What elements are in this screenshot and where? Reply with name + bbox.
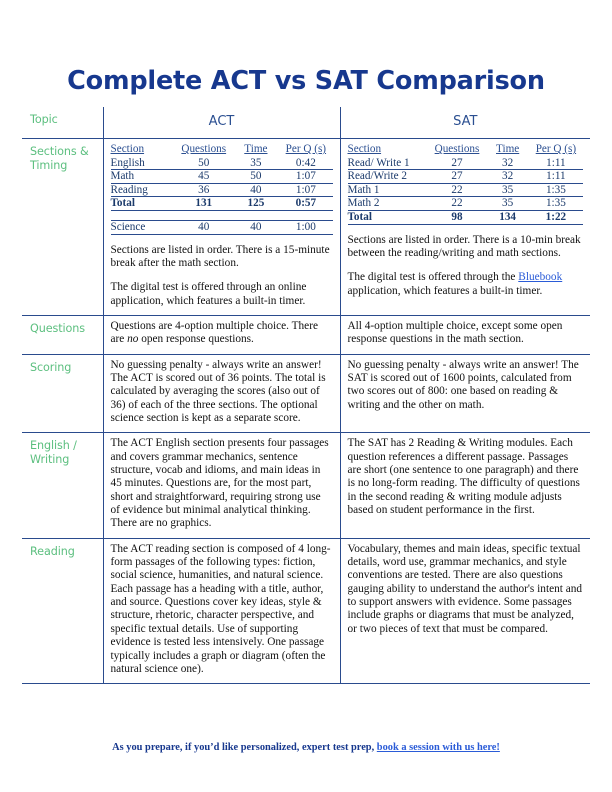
act-row-questions: 45: [175, 170, 233, 184]
sat-row-questions: 22: [428, 197, 487, 211]
sat-row-section: Math 2: [348, 197, 428, 211]
act-th-section: Section: [110, 143, 145, 155]
act-row-perq: 1:07: [279, 170, 332, 184]
sat-timing-row: [348, 183, 584, 197]
sat-th-perq: Per Q (s): [535, 143, 577, 155]
cell-sat-scoring: [340, 354, 590, 433]
act-row-time: 50: [233, 170, 280, 184]
header-act: ACT: [103, 107, 340, 139]
sat-row-time: 35: [486, 197, 528, 211]
sat-row-section: Total: [348, 210, 428, 224]
act-row-questions: 36: [175, 183, 233, 197]
topic-label-scoring: Scoring: [22, 354, 103, 433]
sat-row-perq: 1:35: [529, 183, 583, 197]
sat-row-questions: 22: [428, 183, 487, 197]
sat-row-perq: 1:35: [529, 197, 583, 211]
sat-row-perq: 1:11: [529, 157, 583, 170]
act-english-text: The ACT English section presents four passages and covers grammar mechanics, sentence structure, vocab and idioms, and main ideas in 45 minutes. Questions are, for the most part, short and straightforward, requiring strong use of evidence but minimal analytical thinking. There are no graphics.: [110, 437, 329, 530]
bluebook-link[interactable]: Bluebook: [518, 271, 563, 284]
book-session-link[interactable]: book a session with us here!: [376, 742, 500, 753]
act-timing-note-2: The digital test is offered through an online application, which features a built-in timer.: [110, 281, 307, 307]
sat-english-text: The SAT has 2 Reading & Writing modules. Each question references a different passage. Passages are short (one sentence to one paragraph) and there is no long-form reading. The difficulty of questions in the second reading & writing module adjusts based on student performance in the first.: [347, 437, 580, 517]
cell-act-reading: [103, 538, 340, 683]
table-row-reading: [22, 538, 590, 683]
act-th-questions: Questions: [181, 143, 227, 155]
act-timing-total-row: [111, 197, 333, 211]
cell-sat-sections-timing: [340, 139, 590, 316]
act-timing-header-row: [111, 143, 333, 157]
sat-timing-total-row: [348, 210, 584, 224]
topic-label-english-writing: English / Writing: [22, 433, 103, 538]
act-row-section: Math: [111, 170, 175, 184]
sat-row-section: Math 1: [348, 183, 428, 197]
act-questions-italic: no: [127, 333, 139, 346]
act-row-questions: 131: [175, 197, 233, 211]
sat-row-questions: 98: [428, 210, 487, 224]
comparison-table: [22, 107, 590, 684]
act-th-perq: Per Q (s): [285, 143, 327, 155]
table-row-sections-timing: [22, 139, 590, 316]
act-row-section: English: [111, 157, 175, 170]
act-row-perq: 0:42: [279, 157, 332, 170]
topic-label-reading: Reading: [22, 538, 103, 683]
act-row-section: Reading: [111, 183, 175, 197]
sat-row-questions: 27: [428, 157, 487, 170]
cell-sat-reading: [340, 538, 590, 683]
act-scoring-text: No guessing penalty - always write an answer! The ACT is scored out of 36 points. The total is calculated by averaging the scores (also out of 36) of each of the three sections. The optional science section is kept as a separate score.: [110, 358, 326, 424]
act-th-time: Time: [244, 143, 268, 155]
sat-th-questions: Questions: [434, 143, 480, 155]
table-row-scoring: [22, 354, 590, 433]
sat-note-2-after: application, which features a built-in timer.: [347, 284, 543, 297]
sat-row-time: 32: [486, 170, 528, 184]
sat-timing-note-1: Sections are listed in order. There is a 10-min break between the reading/writing and math sections.: [347, 233, 581, 259]
sat-reading-text: Vocabulary, themes and main ideas, specific textual details, word use, grammar mechanics, and style conventions are tested. There are also questions gauging ability to understand the author's intent and to support answers with evidence. Some passages include graphs or diagrams that must be analyzed, or two pieces of text that must be compared.: [347, 542, 583, 635]
sat-timing-header-row: [348, 143, 584, 157]
act-timing-row: [111, 183, 333, 197]
sat-timing-row: [348, 197, 584, 211]
act-questions-after: open response questions.: [138, 333, 254, 346]
act-row-perq: 1:00: [279, 220, 332, 234]
table-header-row: [22, 107, 590, 139]
sat-scoring-text: No guessing penalty - always write an answer! The SAT is scored out of 1600 points, calculated from two scores out of 800: one based on reading & writing and the other on math.: [347, 358, 579, 411]
sat-row-questions: 27: [428, 170, 487, 184]
act-timing-row: [111, 220, 333, 234]
sat-th-section: Section: [347, 143, 382, 155]
act-row-time: 125: [233, 197, 280, 211]
table-row-english-writing: [22, 433, 590, 538]
sat-timing-row: [348, 157, 584, 170]
sat-row-time: 134: [486, 210, 528, 224]
sat-row-perq: 1:11: [529, 170, 583, 184]
topic-label-questions: Questions: [22, 315, 103, 354]
cell-act-scoring: [103, 354, 340, 433]
table-row-questions: [22, 315, 590, 354]
act-row-time: 35: [233, 157, 280, 170]
sat-row-perq: 1:22: [529, 210, 583, 224]
act-row-section: Total: [111, 197, 175, 211]
cell-act-english-writing: [103, 433, 340, 538]
act-row-time: 40: [233, 183, 280, 197]
act-row-time: 40: [233, 220, 280, 234]
act-questions-before: Questions are 4-option multiple choice. There are: [110, 319, 318, 346]
sat-row-time: 35: [486, 183, 528, 197]
footer-text: As you prepare, if you’d like personalized, expert test prep,: [112, 742, 377, 753]
act-row-perq: 1:07: [279, 183, 332, 197]
act-row-questions: 50: [175, 157, 233, 170]
act-reading-text: The ACT reading section is composed of 4 long-form passages of the following types: fiction, social science, humanities, and natural science. Each passage has a heading with a title, author, and source. Questions cover key ideas, style & structure, rhetoric, character perspective, and specific textual details. Use of supporting evidence is tested less intensively. One passage typically includes a graph or diagram (often the natural science one).: [110, 542, 331, 675]
cell-sat-questions: [340, 315, 590, 354]
act-timing-note-1: Sections are listed in order. There is a 15-minute break after the math section.: [110, 243, 330, 269]
sat-row-section: Read/ Write 1: [348, 157, 428, 170]
act-row-perq: 0:57: [279, 197, 332, 211]
act-row-section: Science: [111, 220, 175, 234]
sat-th-time: Time: [496, 143, 520, 155]
page-title: Complete ACT vs SAT Comparison: [67, 66, 545, 96]
header-sat: SAT: [340, 107, 590, 139]
act-row-questions: 40: [175, 220, 233, 234]
sat-timing-row: [348, 170, 584, 184]
act-timing-grid: [111, 143, 333, 235]
sat-note-2-before: The digital test is offered through the: [347, 271, 519, 284]
cell-sat-english-writing: [340, 433, 590, 538]
cell-act-sections-timing: [103, 139, 340, 316]
footer-cta: [0, 742, 612, 753]
cell-act-questions: [103, 315, 340, 354]
act-timing-row: [111, 157, 333, 170]
sat-timing-note-2: [348, 271, 584, 298]
act-timing-spacer: [111, 210, 333, 220]
header-topic: Topic: [22, 107, 103, 139]
sat-row-section: Read/Write 2: [348, 170, 428, 184]
sat-timing-grid: [348, 143, 584, 225]
sat-row-time: 32: [486, 157, 528, 170]
topic-label-sections-timing: Sections & Timing: [22, 139, 103, 316]
act-timing-row: [111, 170, 333, 184]
sat-questions-text: All 4-option multiple choice, except some open response questions in the math section.: [347, 319, 563, 346]
